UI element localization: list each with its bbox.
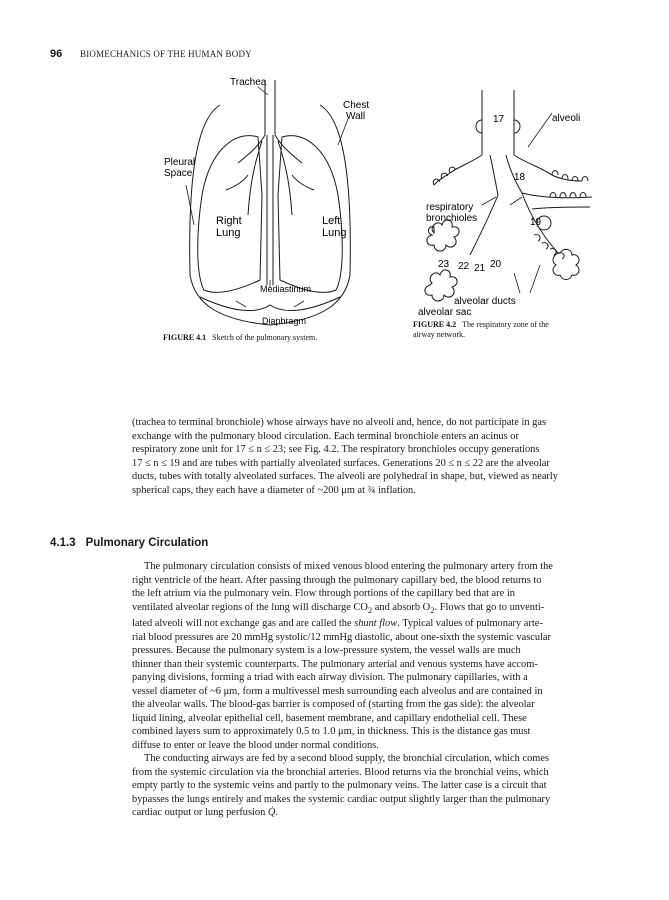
diaphragm-leader <box>236 301 304 307</box>
gen18-label: 18 <box>514 172 526 183</box>
left-lung-outline <box>278 136 342 293</box>
figure-4-2-caption-number: FIGURE 4.2 <box>413 320 457 329</box>
gen19-branch <box>522 193 592 209</box>
p2-line14: diffuse to enter or leave the blood under normal conditions. <box>132 739 379 751</box>
gen18-alveoli-right <box>552 171 588 182</box>
gen20-cluster <box>553 249 579 279</box>
pleural-space-label-line1: Pleural <box>164 157 196 168</box>
p2-line4c: . Flows that go to unventi- <box>434 601 545 613</box>
figure-4-1-pulmonary-sketch <box>150 75 390 335</box>
paragraph-pulmonary-circulation <box>132 560 622 820</box>
co2-subscript: 2 <box>367 604 373 615</box>
trachea-label: Trachea <box>230 77 267 88</box>
gen17-label: 17 <box>493 114 505 125</box>
p3-line5-end: . <box>275 807 279 819</box>
right-lung-label-line1: Right <box>216 215 242 227</box>
alveolar-sac-label: alveolar sac <box>418 307 472 315</box>
p2-line10: vessel diameter of ~6 μm, form a multivessel mesh surrounding each alveolus and are contained in <box>132 685 543 697</box>
gen20-label: 20 <box>490 259 502 270</box>
p2-line9: panying divisions, forming a triad with each airway division. The pulmonary capillaries, with a <box>132 672 528 684</box>
figure-4-2-respiratory-zone <box>410 85 610 315</box>
p2-line6: rial blood pressures are 20 mmHg systolic/12 mmHg diastolic, about one-sixth the systemic vascular <box>132 631 552 643</box>
gen23-label: 23 <box>438 259 450 270</box>
p2-line5: lated alveoli will not exchange gas and are called the <box>132 618 352 630</box>
shunt-flow-term: shunt flow <box>354 618 398 630</box>
alveolar-sac-outline <box>427 220 459 251</box>
ducts-leader <box>514 265 540 293</box>
p1-line2: exchange with the pulmonary blood circulation. Each terminal bronchiole enters an acinus or <box>132 430 519 442</box>
p2-line13: combined layers sum to approximately 0.5 to 1.0 μm, in thickness. This is the distance gas must <box>132 726 531 738</box>
running-title: BIOMECHANICS OF THE HUMAN BODY <box>80 49 252 59</box>
gen18-left-branch <box>434 155 482 185</box>
p2-line4b: and absorb O <box>372 601 431 613</box>
figure-4-2-caption-text-1: The respiratory zone of the <box>462 320 549 329</box>
diaphragm-label: Diaphragm <box>262 316 307 326</box>
section-number: 4.1.3 <box>50 537 76 549</box>
chest-wall-leader <box>338 119 348 145</box>
respiratory-label: respiratory <box>426 202 474 213</box>
mediastinum-label: Mediastinum <box>260 284 312 294</box>
p1-line5: ducts, tubes with totally alveolated surfaces. The alveoli are polyhedral in shape, but, viewed as nearly <box>132 471 558 482</box>
p2-line11: the alveolar walls. The blood-gas barrier is composed of (starting from the gas side): the alveolar <box>132 699 535 711</box>
p2-line1: The pulmonary circulation consists of mixed venous blood entering the pulmonary artery from the <box>144 561 553 572</box>
alveolar-sac-lower <box>425 270 457 301</box>
pleural-space-label-line2: Space <box>164 168 193 179</box>
p2-line12: liquid lining, alveolar epithelial cell, basement membrane, and capillary endothelial cell. These <box>132 712 527 724</box>
p1-line1: (trachea to terminal bronchiole) whose airways have no alveoli and, hence, do not participate in gas <box>132 417 547 428</box>
left-lung-label-line2: Lung <box>322 227 347 239</box>
section-heading <box>50 537 218 549</box>
figure-4-2-caption <box>413 320 549 340</box>
bronchioles-label: bronchioles <box>426 213 478 224</box>
p3-line3: empty partly to the systemic veins and partly to the pulmonary veins. The latter case is a circuit that <box>132 780 547 792</box>
o2-subscript: 2 <box>430 604 435 615</box>
right-lung-outline <box>198 136 262 293</box>
gen19-label: 19 <box>530 217 542 228</box>
p1-line6: spherical caps, they each have a diameter of ~200 μm at ¾ inflation. <box>132 484 416 496</box>
bronchioles-leader <box>482 197 522 205</box>
figure-4-2-caption-text-2: airway network. <box>413 330 465 339</box>
p3-line2: from the systemic circulation via the bronchial arteries. Blood returns via the bronchial veins, which <box>132 766 549 778</box>
page-number: 96 <box>50 48 63 60</box>
alveolar-ducts-label: alveolar ducts <box>454 296 516 307</box>
p3-line1: The conducting airways are fed by a second blood supply, the bronchial circulation, which comes <box>144 753 550 765</box>
p2-line8: thinner than their systemic counterparts. The pulmonary arterial and venous systems have accom- <box>132 658 538 670</box>
chest-wall-label-line2: Wall <box>346 111 366 122</box>
p2-line7: pressures. Because the pulmonary system is a low-pressure system, the vessel walls are much <box>132 645 521 657</box>
figure-4-1-caption-number: FIGURE 4.1 <box>163 333 207 342</box>
gen19-alveoli <box>550 193 586 198</box>
gen22-label: 22 <box>458 261 470 272</box>
p2-line4a: ventilated alveolar regions of the lung will discharge CO <box>132 601 368 613</box>
figure-4-1-caption-text: Sketch of the pulmonary system. <box>212 333 318 342</box>
alveoli-leader <box>528 113 552 147</box>
p2-line5b: . Typical values of pulmonary arte- <box>397 618 543 630</box>
trachea-walls <box>265 80 275 135</box>
left-lung-label-line1: Left <box>322 215 341 227</box>
figure-4-1-caption <box>163 333 317 343</box>
p3-line5: cardiac output or lung perfusion <box>132 807 266 819</box>
chest-wall-label-line1: Chest <box>343 100 370 111</box>
p2-line2: right ventricle of the heart. After passing through the pulmonary capillary bed, the blood returns to <box>132 574 542 586</box>
mediastinum-lines <box>267 135 273 285</box>
p1-line4: 17 ≤ n ≤ 19 and are tubes with partially alveolated surfaces. Generations 20 ≤ n ≤ 22 are the alveolar <box>132 457 550 469</box>
p2-line3: the left atrium via the pulmonary vein. Flow through portions of the capillary bed that are in <box>132 588 515 599</box>
right-lung-label-line2: Lung <box>216 227 241 239</box>
gen21-label: 21 <box>474 263 486 274</box>
gen20-alveoli <box>534 235 564 259</box>
section-title: Pulmonary Circulation <box>85 537 209 549</box>
trachea-leader <box>258 87 268 95</box>
p1-line3: respiratory zone unit for 17 ≤ n ≤ 23; see Fig. 4.2. The respiratory bronchioles occupy generations <box>132 444 540 455</box>
p3-line4: bypasses the lungs entirely and makes the systemic cardiac output slightly larger than the pulmonary <box>132 793 551 805</box>
diaphragm-outline <box>200 297 340 311</box>
paragraph-respiratory-zone <box>132 416 622 497</box>
perfusion-symbol: Q̇ <box>267 807 276 819</box>
alveoli-label: alveoli <box>552 113 581 124</box>
